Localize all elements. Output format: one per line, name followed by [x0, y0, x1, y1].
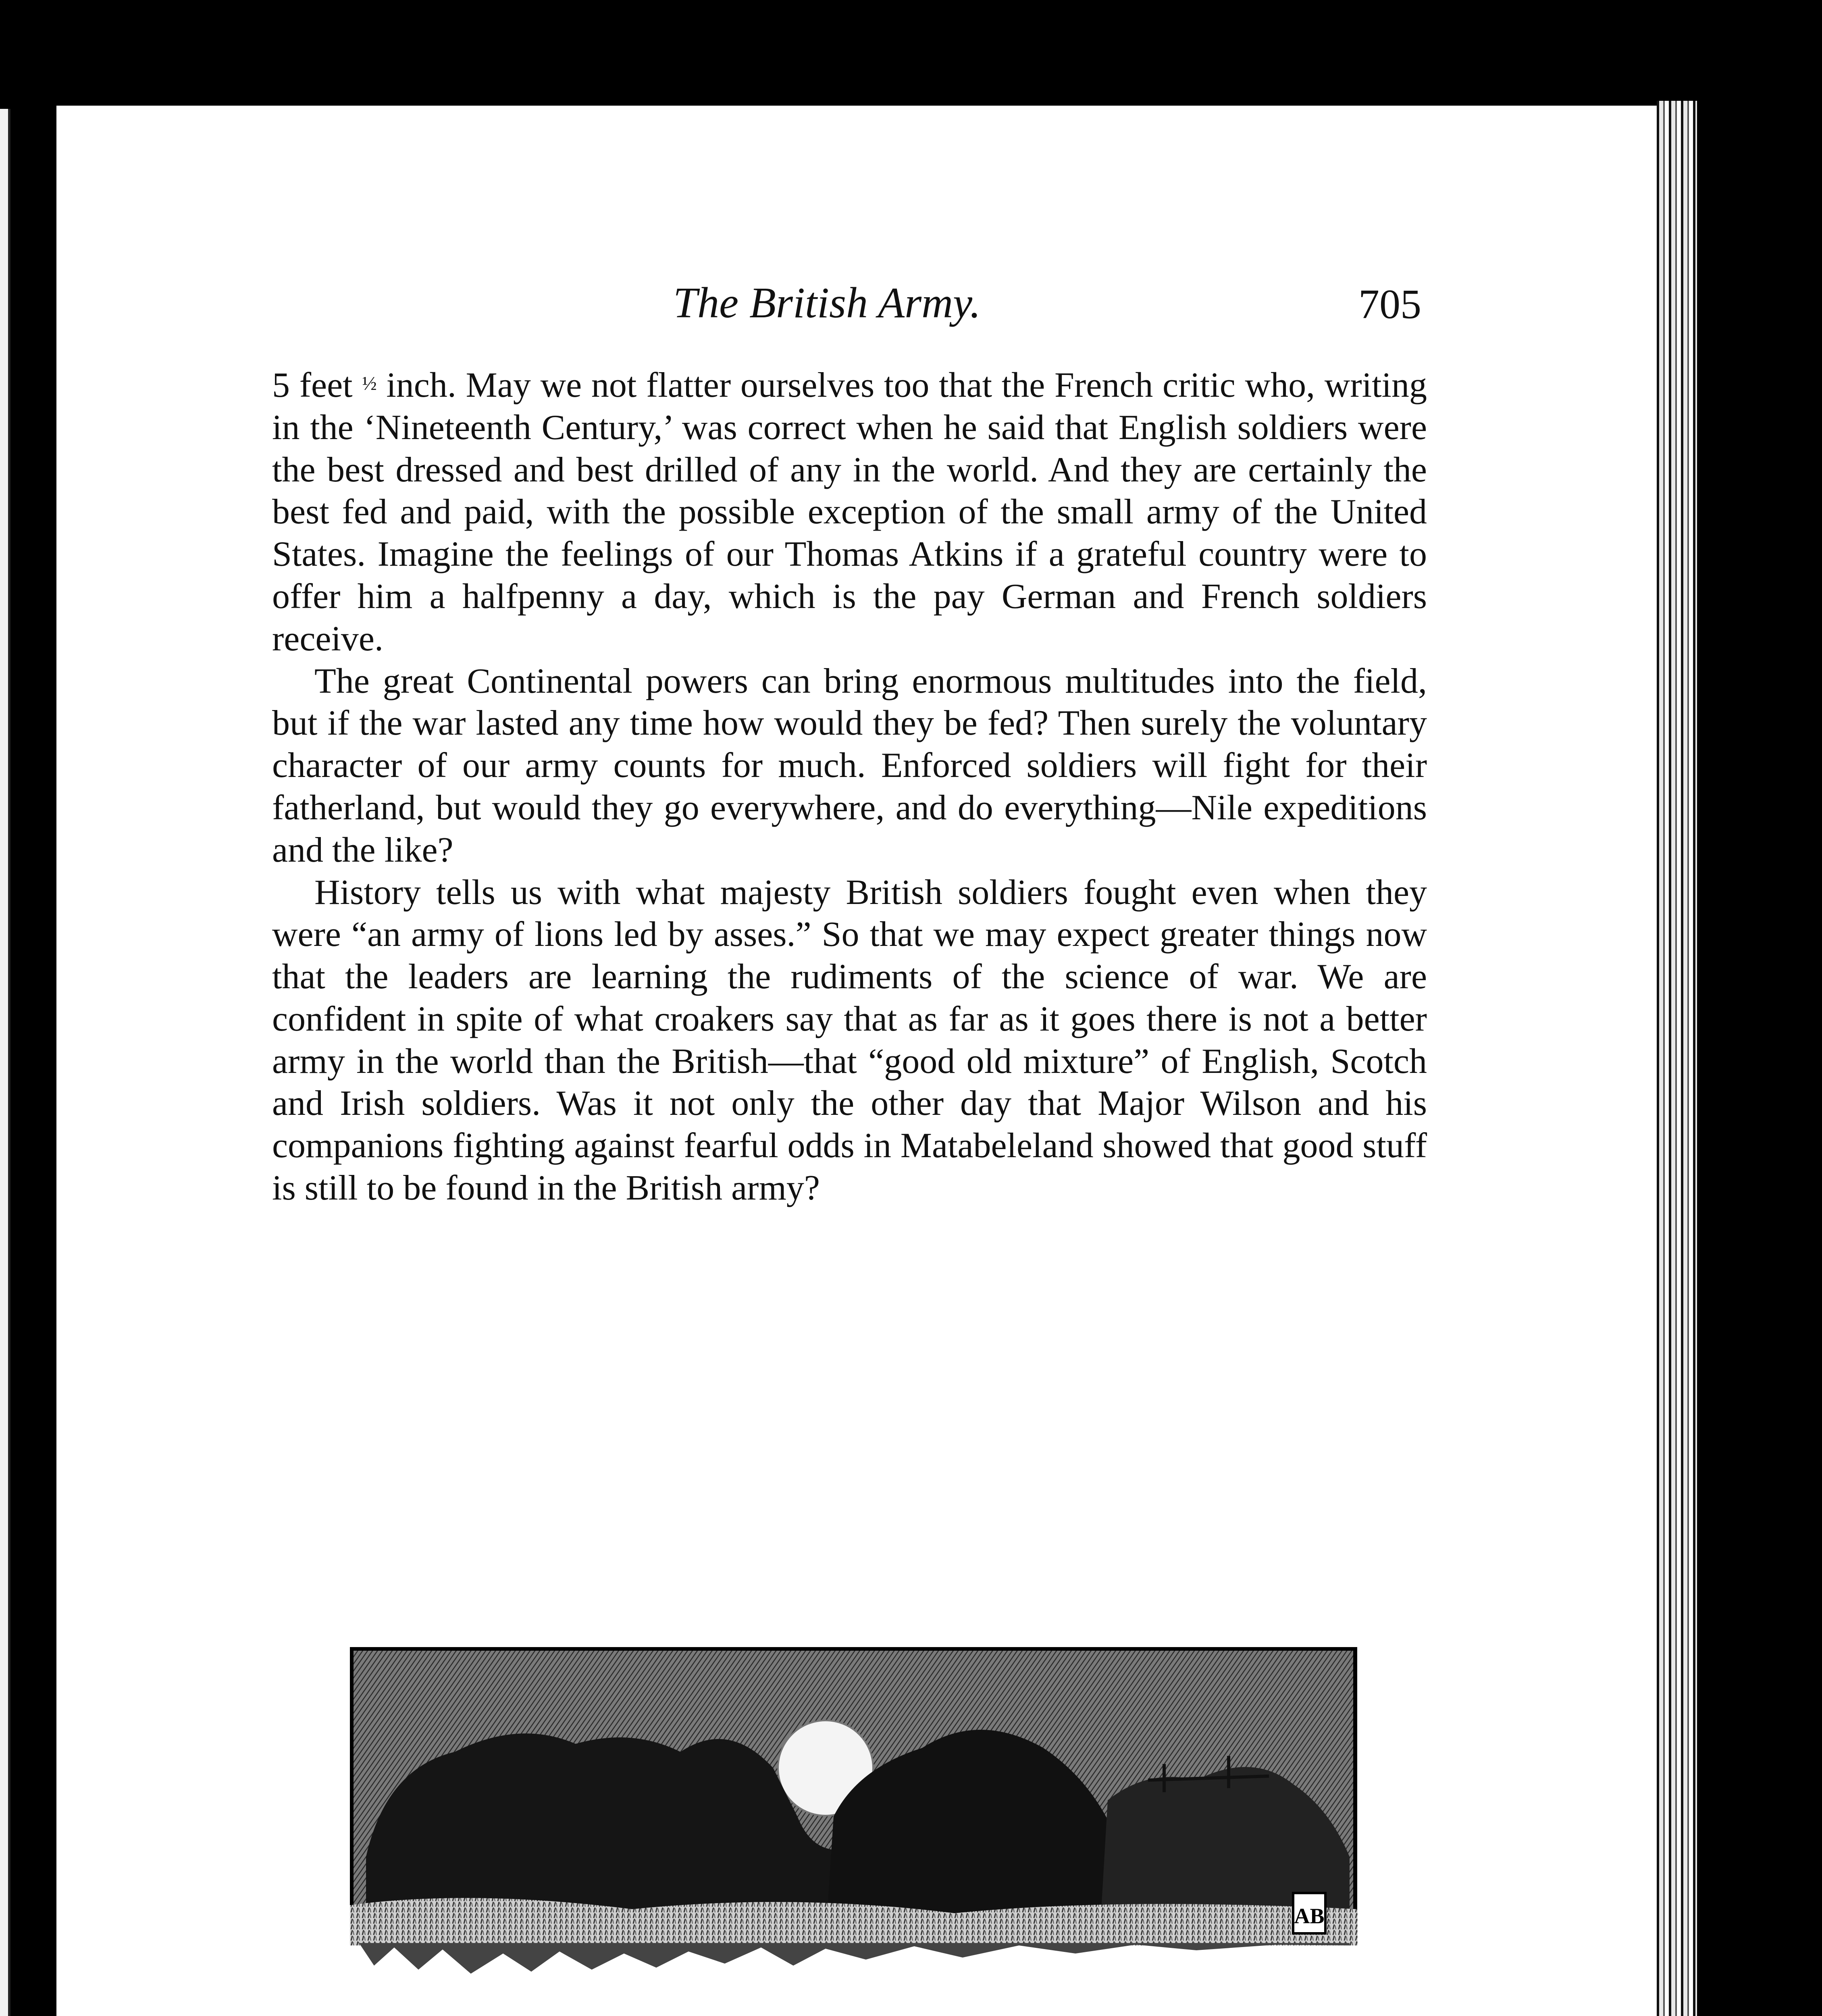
running-header-title: The British Army. [673, 279, 981, 327]
fraction: ½ [362, 373, 377, 394]
article-body [272, 363, 1427, 1210]
paragraph: History tells us with what majesty British soldiers fought even when they were “an army of lions led by asses.” So that we may expect greater things now that the leaders are learning the rudiments of the science of war. We are confident in spite of what croakers say that as far as it goes there is not a better army in the world than the British—that “good old mixture” of English, Scotch and Irish soldiers. Was it not only the other day that Major Wilson and his companions fighting against fearful odds in Matabeleland showed that good stuff is still to be found in the British army? [272, 873, 1427, 1208]
ragged-bottom-edge [358, 1941, 1350, 1974]
paragraph [272, 363, 1427, 660]
artist-monogram: AB [1294, 1904, 1325, 1928]
paragraph-rest: inch. May we not flatter ourselves too that the French critic who, writing in the ‘Nineteenth Century,’ was correct when he said that English soldiers were the best dressed and best drilled of any in the world. And they are certainly the best fed and paid, with the possible exception of the small army of the United States. Imagine the feelings of our Thomas Atkins if a grateful country were to offer him a halfpenny a day, which is the pay German and French soldiers receive. [272, 365, 1427, 658]
foreground-grass [350, 1898, 1358, 1945]
paragraph-start: 5 feet [272, 365, 362, 405]
page-stack-edge [1657, 101, 1697, 2016]
left-page-edge [0, 109, 10, 2016]
moonlit-landscape-engraving [350, 1647, 1358, 1978]
paragraph: The great Continental powers can bring enormous multitudes into the field, but if the war lasted any time how would they be fed? Then surely the voluntary character of our army counts for much. Enforced soldiers will fight for their fatherland, but would they go everywhere, and do everything—Nile expeditions and the like? [272, 661, 1427, 870]
page-number: 705 [1358, 281, 1421, 327]
